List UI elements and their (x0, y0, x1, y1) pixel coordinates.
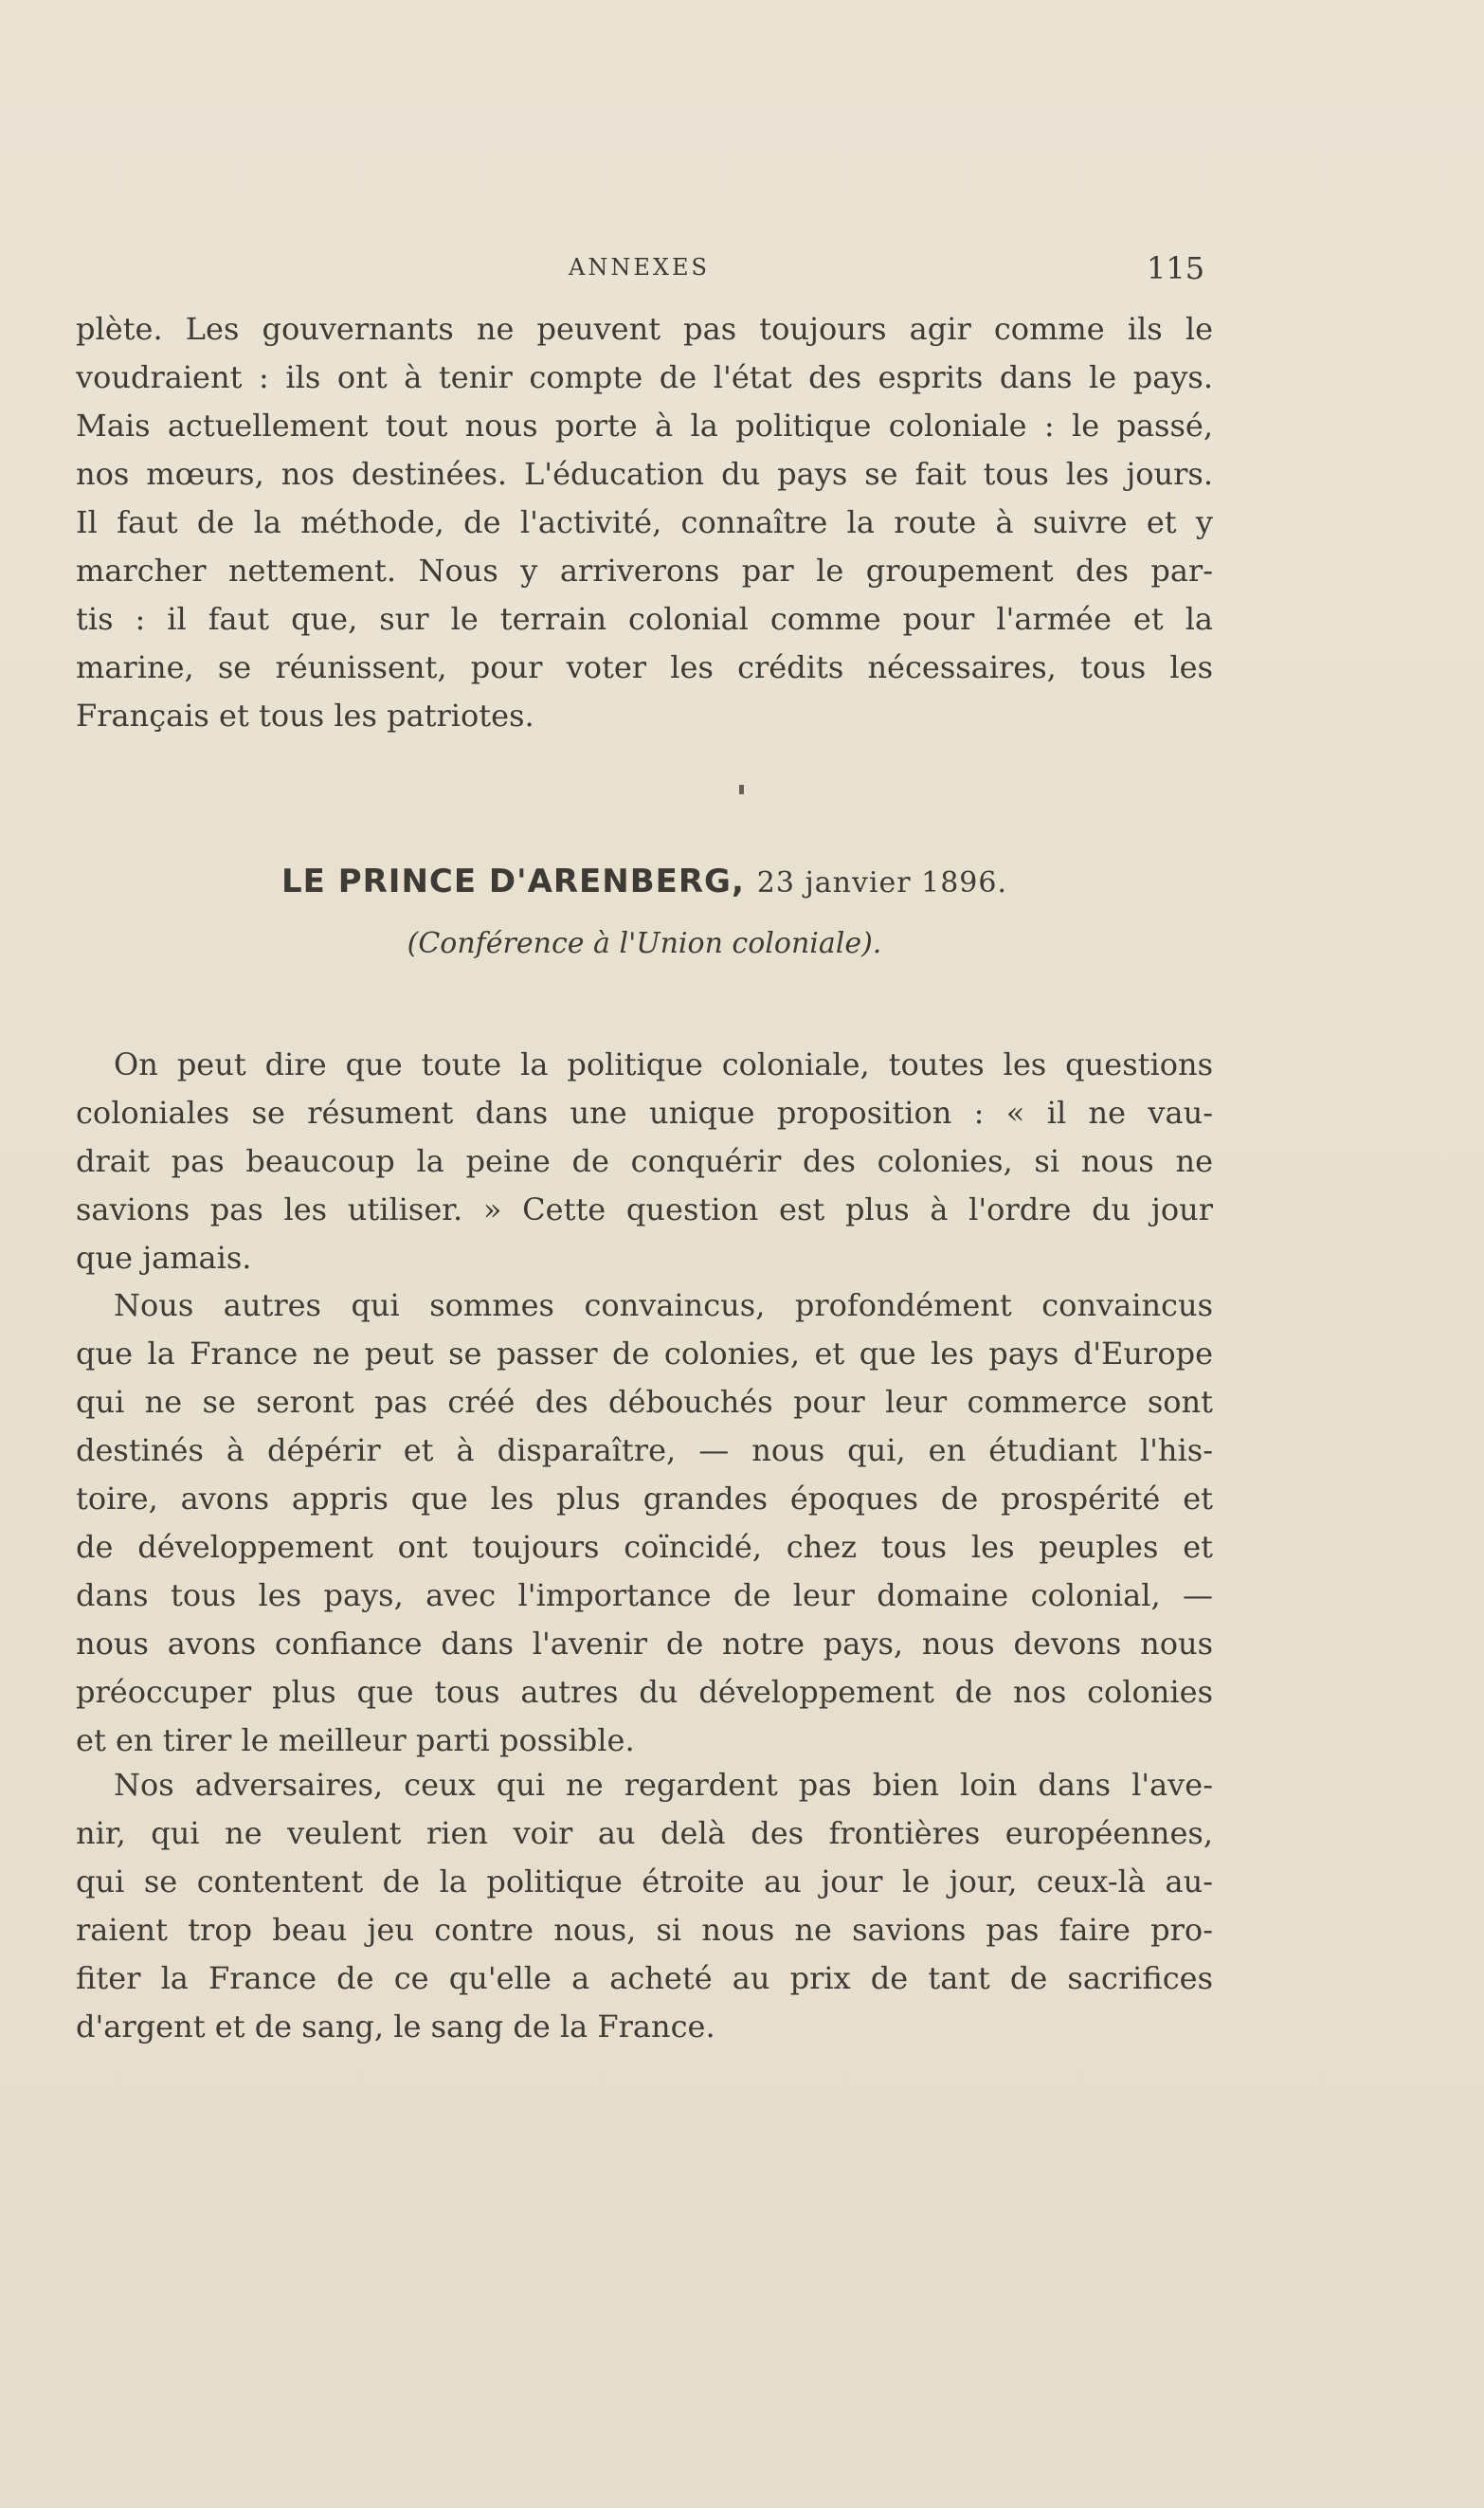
text-line: marine, se réunissent, pour voter les crédits nécessaires, tous les (76, 649, 1213, 685)
text-line: plète. Les gouvernants ne peuvent pas toujours agir comme ils le (76, 311, 1213, 347)
text-line: marcher nettement. Nous y arriverons par le groupement des par- (76, 553, 1213, 589)
paragraph-2 (76, 1281, 1213, 1765)
text-line: qui se contentent de la politique étroite au jour le jour, ceux-là au- (76, 1863, 1213, 1899)
text-line: que jamais. (76, 1240, 252, 1276)
continuation-paragraph (76, 305, 1213, 740)
text-line: préoccuper plus que tous autres du développement de nos colonies (76, 1674, 1213, 1710)
text-line: que la France ne peut se passer de colonies, et que les pays d'Europe (76, 1336, 1213, 1372)
text-line: nir, qui ne veulent rien voir au delà des frontières européennes, (76, 1815, 1213, 1851)
text-line: fiter la France de ce qu'elle a acheté au prix de tant de sacrifices (76, 1960, 1213, 1996)
separator-mark (739, 785, 744, 794)
text-line: tis : il faut que, sur le terrain colonial comme pour l'armée et la (76, 601, 1213, 637)
text-line: Nous autres qui sommes convaincus, profondément convaincus (114, 1287, 1213, 1323)
text-line: et en tirer le meilleur parti possible. (76, 1722, 635, 1758)
text-line: de développement ont toujours coïncidé, chez tous les peuples et (76, 1529, 1213, 1565)
text-line: Il faut de la méthode, de l'activité, connaître la route à suivre et y (76, 504, 1213, 540)
section-heading (76, 863, 1213, 900)
text-line: raient trop beau jeu contre nous, si nous ne savions pas faire pro- (76, 1912, 1213, 1948)
text-line: savions pas les utiliser. » Cette question est plus à l'ordre du jour (76, 1191, 1213, 1227)
page-number: 115 (1147, 250, 1205, 286)
text-line: dans tous les pays, avec l'importance de leur domaine colonial, — (76, 1577, 1213, 1613)
section-subtitle: (Conférence à l'Union coloniale). (407, 927, 882, 960)
text-line: destinés à dépérir et à disparaître, — nous qui, en étudiant l'his- (76, 1432, 1213, 1468)
paragraph-3 (76, 1761, 1213, 2051)
text-line: voudraient : ils ont à tenir compte de l'état des esprits dans le pays. (76, 359, 1213, 395)
running-header (76, 250, 1213, 292)
text-line: drait pas beaucoup la peine de conquérir des colonies, si nous ne (76, 1143, 1213, 1179)
text-line: nos mœurs, nos destinées. L'éducation du pays se fait tous les jours. (76, 456, 1213, 492)
paragraph-1 (76, 1041, 1213, 1282)
text-line: On peut dire que toute la politique coloniale, toutes les questions (114, 1046, 1213, 1082)
section-date: 23 janvier 1896. (756, 866, 1008, 900)
running-title: ANNEXES (569, 254, 710, 281)
text-line: toire, avons appris que les plus grandes époques de prospérité et (76, 1481, 1213, 1517)
text-line: Français et tous les patriotes. (76, 698, 534, 734)
text-line: Mais actuellement tout nous porte à la politique coloniale : le passé, (76, 408, 1213, 444)
speaker-name: LE PRINCE D'ARENBERG, (281, 863, 745, 900)
text-line: qui ne se seront pas créé des débouchés pour leur commerce sont (76, 1384, 1213, 1420)
text-line: nous avons confiance dans l'avenir de notre pays, nous devons nous (76, 1626, 1213, 1662)
text-line: coloniales se résument dans une unique proposition : « il ne vau- (76, 1095, 1213, 1131)
text-line: Nos adversaires, ceux qui ne regardent pas bien loin dans l'ave- (114, 1767, 1213, 1803)
text-line: d'argent et de sang, le sang de la France. (76, 2008, 715, 2045)
